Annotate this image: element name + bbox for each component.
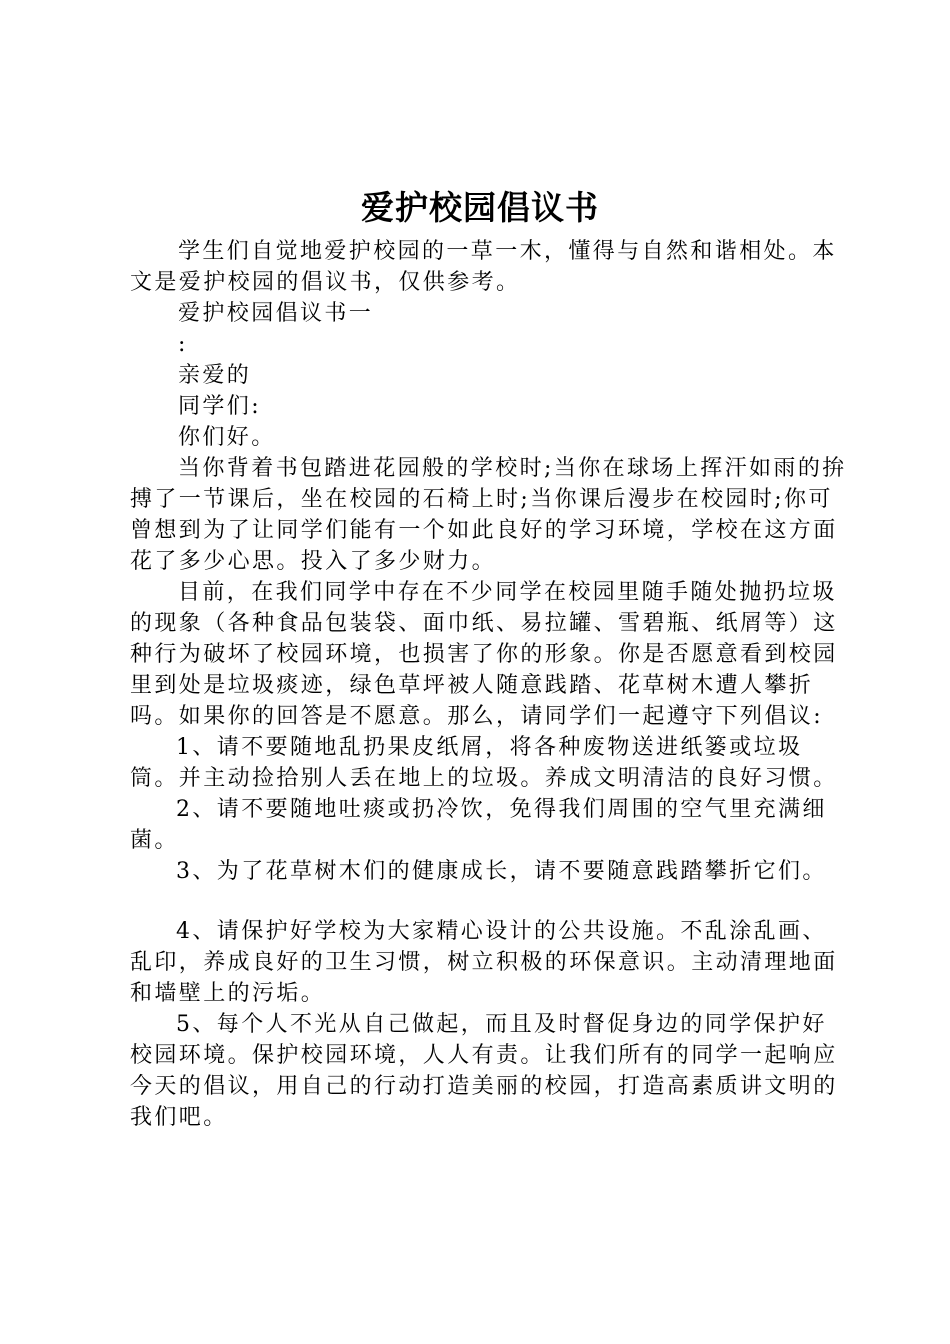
body-paragraph-2: 目前，在我们同学中存在不少同学在校园里随手随处抛扔垃圾的现象（各种食品包装袋、面巾纸、易拉罐、雪碧瓶、纸屑等）这种行为破坏了校园环境，也损害了你的形象。你是否愿意看到校园里到处是垃圾痰迹，绿色草坪被人随意践踏、花草树木遭人攀折吗。如果你的回答是不愿意。那么，请同学们一起遵守下列倡议: bbox=[130, 580, 838, 729]
salutation-line-2: 同学们: bbox=[178, 394, 262, 419]
proposal-item-5: 5、每个人不光从自己做起，而且及时督促身边的同学保护好校园环境。保护校园环境，人人有责。让我们所有的同学一起响应今天的倡议，用自己的行动打造美丽的校园，打造高素质讲文明的我们吧。 bbox=[130, 1012, 838, 1130]
intro-paragraph: 学生们自觉地爱护校园的一草一木，懂得与自然和谐相处。本文是爱护校园的倡议书，仅供参考。 bbox=[130, 239, 837, 295]
body-paragraph-1: 当你背着书包踏进花园般的学校时;当你在球场上挥汗如雨的拚搏了一节课后，坐在校园的石椅上时;当你课后漫步在校园时;你可曾想到为了让同学们能有一个如此良好的学习环境，学校在这方面花了多少心思。投入了多少财力。 bbox=[130, 456, 847, 574]
proposal-item-4: 4、请保护好学校为大家精心设计的公共设施。不乱涂乱画、乱印，养成良好的卫生习惯，树立积极的环保意识。主动清理地面和墙壁上的污垢。 bbox=[130, 919, 838, 1006]
document-body bbox=[130, 236, 850, 1133]
colon-line: : bbox=[178, 332, 188, 357]
proposal-item-2: 2、请不要随地吐痰或扔冷饮，免得我们周围的空气里充满细菌。 bbox=[130, 797, 827, 853]
proposal-item-1: 1、请不要随地乱扔果皮纸屑，将各种废物送进纸篓或垃圾筒。并主动捡拾别人丢在地上的垃圾。养成文明清洁的良好习惯。 bbox=[130, 735, 838, 791]
blank-line bbox=[130, 887, 850, 916]
greeting-line: 你们好。 bbox=[178, 425, 276, 450]
proposal-item-3: 3、为了花草树木们的健康成长，请不要随意践踏攀折它们。 bbox=[176, 859, 827, 884]
document-title: 爱护校园倡议书 bbox=[361, 188, 599, 227]
salutation-line-1: 亲爱的 bbox=[178, 363, 252, 388]
section-heading: 爱护校园倡议书一 bbox=[178, 301, 374, 326]
